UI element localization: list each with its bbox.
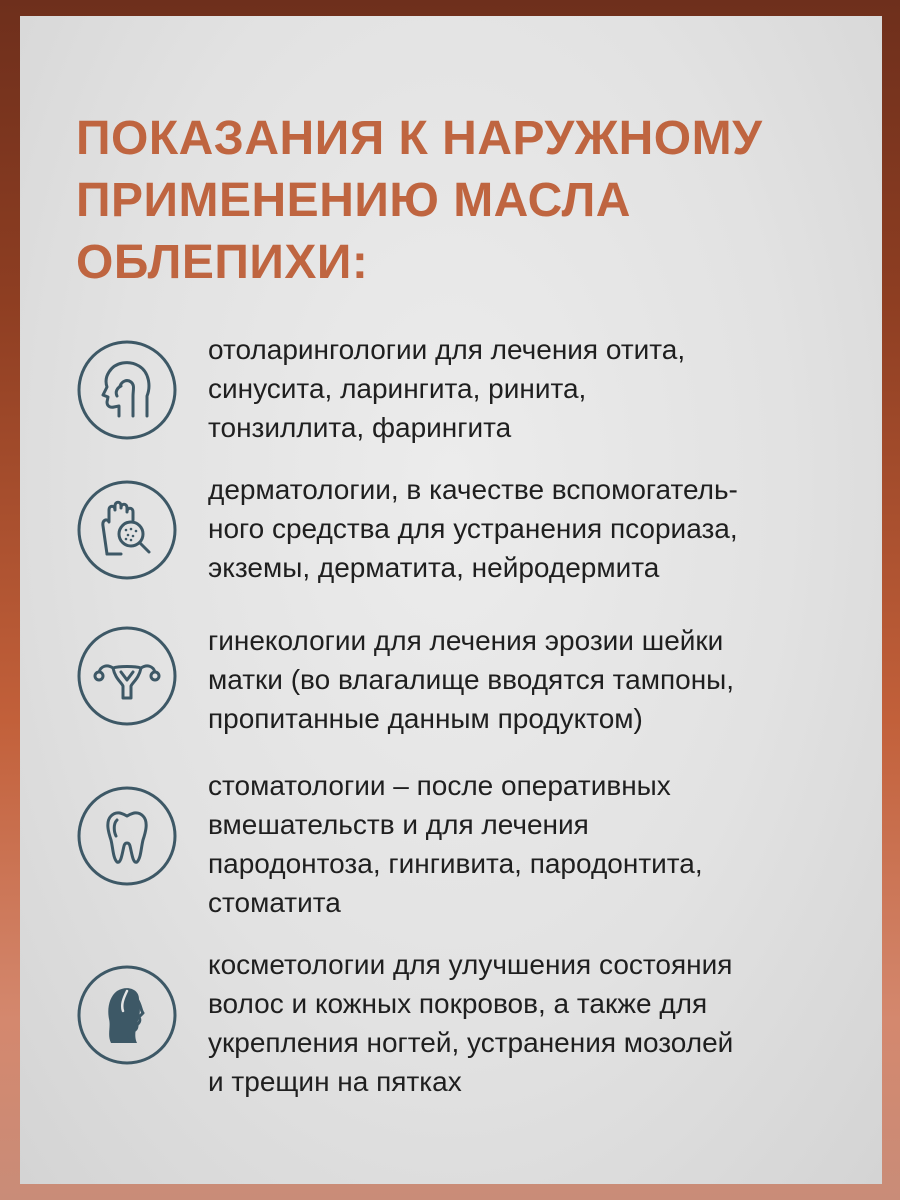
item-text-line: пропитанные данным продуктом) xyxy=(208,703,643,734)
item-text-line: тонзиллита, фарингита xyxy=(208,412,512,443)
item-text-line: стоматологии – после оперативных xyxy=(208,770,671,801)
uterus-icon xyxy=(77,626,177,726)
item-text-line: пародонтоза, гингивита, пародонтита, xyxy=(208,848,703,879)
item-text-line: вмешательств и для лечения xyxy=(208,809,589,840)
item-text-line: ного средства для устранения псориаза, xyxy=(208,513,738,544)
item-text-line: укрепления ногтей, устранения мозолей xyxy=(208,1027,734,1058)
item-text-line: синусита, ларингита, ринита, xyxy=(208,373,587,404)
item-text-line: волос и кожных покровов, а также для xyxy=(208,988,708,1019)
title-line: ПРИМЕНЕНИЮ МАСЛА xyxy=(76,174,631,227)
page-title xyxy=(76,108,836,294)
item-text-line: косметологии для улучшения состояния xyxy=(208,949,733,980)
item-text-line: экземы, дерматита, нейродермита xyxy=(208,552,660,583)
item-text-line: гинекологии для лечения эрозии шейки xyxy=(208,625,724,656)
head-throat-icon xyxy=(77,340,177,440)
title-line: ПОКАЗАНИЯ К НАРУЖНОМУ xyxy=(76,112,763,165)
title-line: ОБЛЕПИХИ: xyxy=(76,236,369,289)
item-text-line: матки (во влагалище вводятся тампоны, xyxy=(208,664,735,695)
woman-head-icon xyxy=(77,965,177,1065)
item-text-line: стоматита xyxy=(208,887,341,918)
item-text-line: дерматологии, в качестве вспомогатель- xyxy=(208,474,738,505)
hand-magnifier-icon xyxy=(77,480,177,580)
tooth-icon xyxy=(77,786,177,886)
item-text-line: и трещин на пятках xyxy=(208,1066,462,1097)
item-text-line: отоларингологии для лечения отита, xyxy=(208,334,686,365)
